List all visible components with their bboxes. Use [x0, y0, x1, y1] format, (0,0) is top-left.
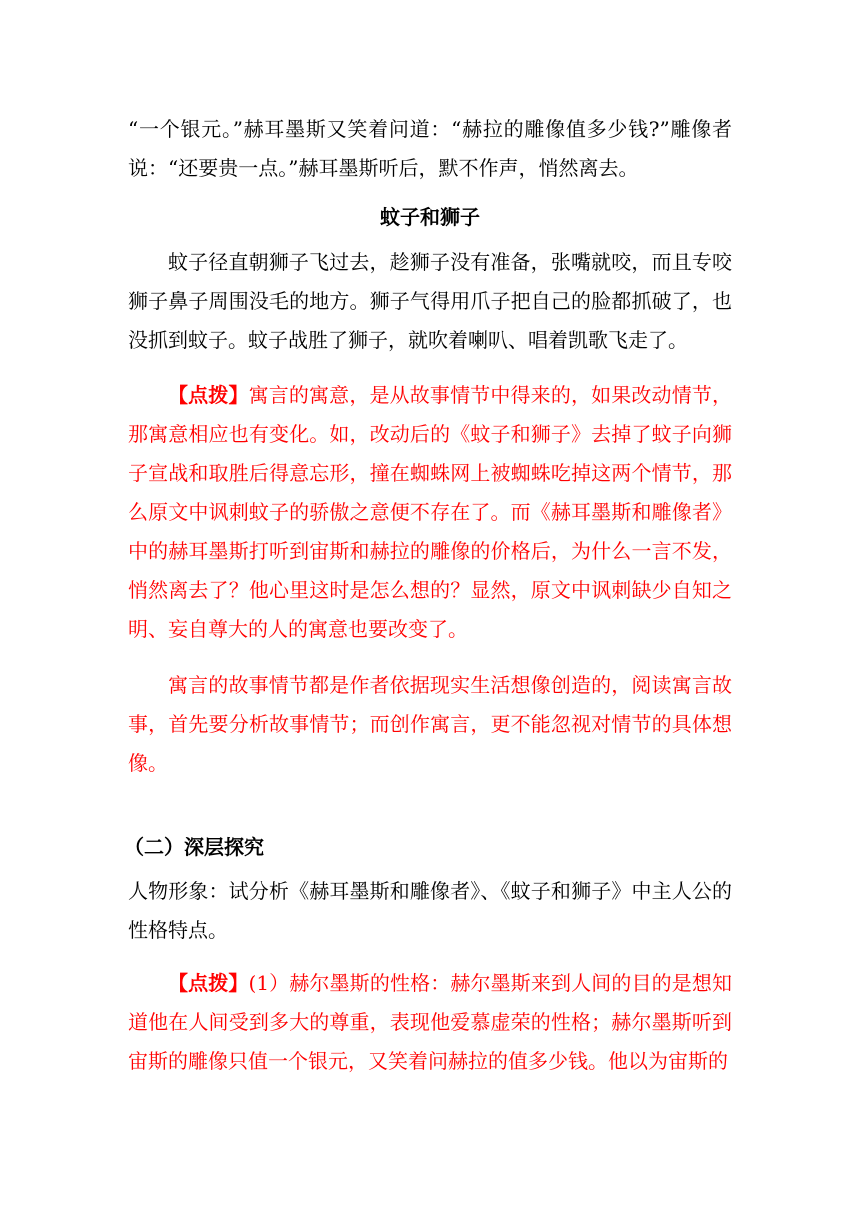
paragraph-fable-note: 寓言的故事情节都是作者依据现实生活想像创造的，阅读寓言故事，首先要分析故事情节；而创作寓言，更不能忽视对情节的具体想像。 — [128, 673, 732, 775]
section-heading: （二）深层探究 — [124, 835, 264, 859]
paragraph-hermes-ending: “一个银元。”赫耳墨斯又笑着问道：“赫拉的雕像值多少钱?”雕像者说：“还要贵一点。”赫耳墨斯听后，默不作声，悄然离去。 — [128, 117, 732, 180]
paragraph-tip-2 — [128, 964, 732, 1081]
tip-tag: 【点拨】 — [168, 383, 249, 407]
tip-tag: 【点拨】 — [168, 971, 249, 995]
story-title: 蚊子和狮子 — [380, 205, 480, 229]
tip-text: 寓言的寓意，是从故事情节中得来的，如果改动情节，那寓意相应也有变化。如，改动后的《蚊子和狮子》去掉了蚊子向狮子宣战和取胜后得意忘形，撞在蜘蛛网上被蜘蛛吃掉这两个情节，那么原文中讽刺蚊子的骄傲之意便不存在了。而《赫耳墨斯和雕像者》中的赫耳墨斯打听到宙斯和赫拉的雕像的价格后，为什么一言不发，悄然离去了？他心里这时是怎么想的？显然，原文中讽刺缺少自知之明、妄自尊大的人的寓意也要改变了。 — [128, 383, 733, 641]
tip-text: (1）赫尔墨斯的性格：赫尔墨斯来到人间的目的是想知道他在人间受到多大的尊重，表现他爱慕虚荣的性格；赫尔墨斯听到宙斯的雕像只值一个银元，又笑着问赫拉的值多少钱。他以为宙斯的 — [128, 971, 732, 1073]
paragraph-tip-1 — [128, 376, 732, 649]
paragraph-question: 人物形象：试分析《赫耳墨斯和雕像者》、《蚊子和狮子》中主人公的性格特点。 — [128, 879, 732, 942]
paragraph-mosquito-story: 蚊子径直朝狮子飞过去，趁狮子没有准备，张嘴就咬，而且专咬狮子鼻子周围没毛的地方。狮子气得用爪子把自己的脸都抓破了，也没抓到蚊子。蚊子战胜了狮子，就吹着喇叭、唱着凯歌飞走了。 — [128, 250, 732, 352]
